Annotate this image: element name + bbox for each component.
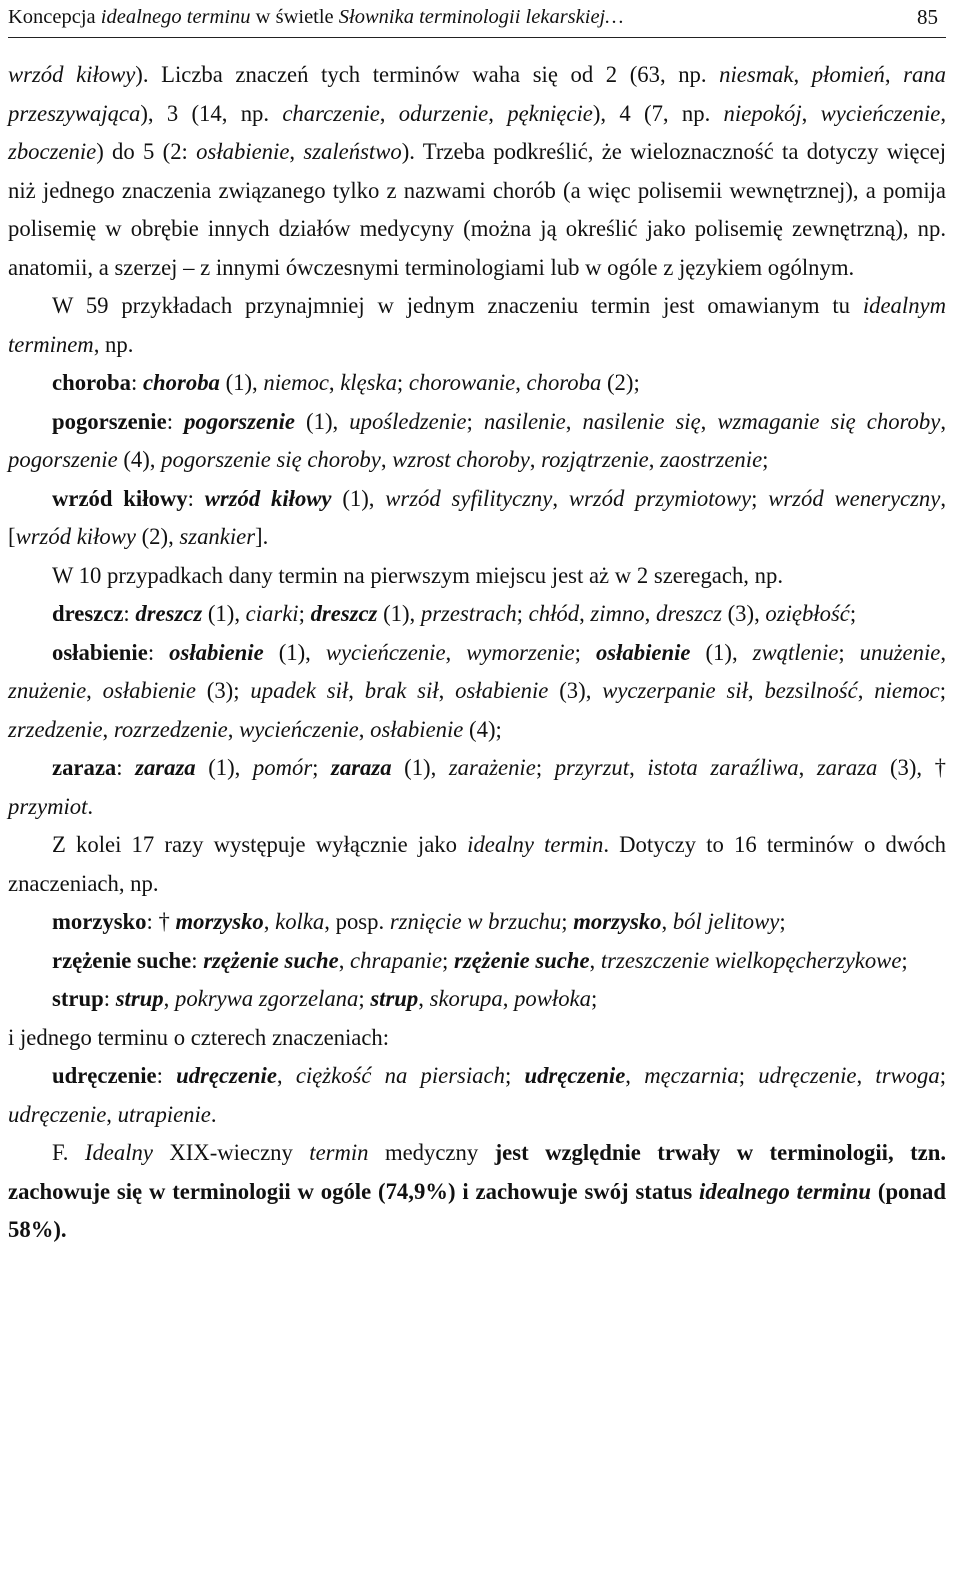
text-run: rznięcie w brzuchu <box>389 909 562 934</box>
text-run: , <box>579 601 591 626</box>
text-run: odurzenie <box>398 100 489 126</box>
text-run: , <box>552 485 569 511</box>
text-run: (1), <box>377 601 421 626</box>
text-run: unużenie <box>859 639 941 665</box>
paragraph <box>8 942 946 981</box>
text-run: W 59 przykładach przynajmniej w jednym znaczeniu termin jest omawianym tu <box>52 293 863 318</box>
text-run: morzysko <box>573 909 662 934</box>
text-run: nasilenie <box>483 408 566 434</box>
text-run: , <box>227 716 240 742</box>
text-run: zboczenie <box>8 139 97 164</box>
text-run: udręczenie <box>176 1063 277 1088</box>
text-run: zimno <box>590 601 645 626</box>
text-run: ; <box>939 678 947 703</box>
text-run: skorupa <box>429 986 503 1011</box>
text-run: ; <box>779 909 786 934</box>
text-run: chrapanie <box>350 947 443 973</box>
text-run: ; <box>504 1063 525 1088</box>
paragraph <box>8 1019 946 1058</box>
text-run: przestrach <box>420 601 517 626</box>
text-run: : <box>187 485 205 511</box>
text-run: istota zaraźliwa <box>647 755 799 780</box>
text-run: , <box>358 716 371 742</box>
text-run: morzysko <box>175 909 264 934</box>
text-run: wycieńczenie <box>325 639 446 665</box>
text-run: ; <box>849 601 857 626</box>
text-run: osłabienie <box>595 639 691 665</box>
text-run: , <box>86 678 103 703</box>
text-run: ), 3 (14, np. <box>140 100 283 126</box>
text-run: , <box>857 678 875 703</box>
text-run: , <box>629 755 648 780</box>
text-run: , <box>793 62 812 87</box>
text-run: Z kolei 17 razy występuje wyłącznie jako <box>52 832 468 857</box>
text-run: , np. <box>93 331 134 357</box>
text-run: (1), <box>219 370 264 395</box>
paragraph <box>8 826 946 903</box>
text-run: medyczny <box>368 1140 495 1165</box>
text-run: : <box>147 639 170 665</box>
text-run: , <box>856 1063 876 1088</box>
text-run: Idealny <box>84 1140 153 1165</box>
text-run: ; <box>312 755 332 780</box>
text-run: upośledzenie <box>349 408 467 434</box>
text-run: , <box>488 100 508 126</box>
text-run: , <box>661 909 673 934</box>
text-run: brak sił <box>364 678 439 703</box>
text-run: , <box>163 986 175 1011</box>
text-run: termin <box>309 1140 369 1165</box>
text-run: , <box>438 678 456 703</box>
text-run: idealnego terminu <box>100 6 251 28</box>
text-run: jest względnie trwały w terminologii, tzn. zachowuje się w terminologii w ogóle (74,9%) i zachowuje swój status <box>8 1140 947 1204</box>
text-run: , <box>648 447 661 472</box>
page-number: 85 <box>917 5 938 29</box>
paragraph <box>8 557 946 596</box>
text-run: (3), <box>721 601 766 626</box>
text-run: zarażenie <box>448 755 536 780</box>
text-run: ; <box>738 1063 759 1088</box>
text-run: wzrost choroby <box>392 447 530 472</box>
text-run: (4); <box>463 716 502 742</box>
text-run: osłabienie <box>196 139 290 164</box>
text-run: wyczerpanie sił <box>602 678 748 703</box>
text-run: Słownika terminologii lekarskiej… <box>338 6 624 28</box>
text-run: ; <box>901 947 908 973</box>
text-run: męczarnia <box>644 1063 739 1088</box>
text-run: , <box>589 947 601 973</box>
text-run: chorowanie <box>408 370 516 395</box>
text-run: : <box>103 986 116 1011</box>
text-run: ; <box>762 447 769 472</box>
text-run: , <box>502 986 515 1011</box>
text-run: (2); <box>601 370 640 395</box>
text-run: dreszcz <box>655 601 722 626</box>
text-run: (3); <box>195 678 251 703</box>
text-run: osłabienie <box>52 639 148 665</box>
text-run: pogorszenie <box>52 408 167 434</box>
text-run: strup <box>115 986 164 1011</box>
text-run: ; <box>939 1063 947 1088</box>
text-run: powłoka <box>514 986 591 1011</box>
text-run: wrzód przymiotowy <box>568 485 752 511</box>
paragraph <box>8 634 946 750</box>
text-run: Koncepcja <box>8 6 101 28</box>
text-run: osłabienie <box>169 639 264 665</box>
text-run: niemoc <box>263 370 329 395</box>
text-run: wrzód syfilityczny <box>385 485 553 511</box>
text-run: wycieńczenie <box>239 716 359 742</box>
text-run: . <box>210 1101 217 1127</box>
text-run: rozrzedzenie <box>113 716 228 742</box>
text-run: pomór <box>252 755 313 780</box>
text-run: , <box>644 601 656 626</box>
paragraph <box>8 56 946 287</box>
text-run: ; <box>516 601 529 626</box>
text-run: wrzód kiłowy <box>8 62 136 87</box>
text-run: ). Liczba znaczeń tych terminów waha się od 2 (63, np. <box>135 62 720 87</box>
text-run: ) do 5 (2: <box>96 139 197 164</box>
text-run: rzężenie suche <box>203 947 339 973</box>
body-text <box>8 56 946 1250</box>
text-run: (1), <box>391 755 449 780</box>
text-run: : <box>166 408 185 434</box>
text-run: choroba <box>142 370 220 395</box>
text-run: , <box>798 755 817 780</box>
text-run: ból jelitowy <box>672 909 780 934</box>
text-run: udręczenie <box>524 1063 626 1088</box>
text-run: (1), <box>295 408 350 434</box>
text-run: zrzedzenie <box>8 716 103 742</box>
text-run: udręczenie <box>52 1063 157 1088</box>
text-run: (4), <box>117 447 162 472</box>
text-run: , <box>625 1063 645 1088</box>
text-run: , <box>940 408 946 434</box>
text-run: utrapienie <box>117 1101 211 1127</box>
paragraph <box>8 903 946 942</box>
text-run: wrzód kiłowy <box>15 524 136 549</box>
text-run: , <box>276 1063 296 1088</box>
text-run: przymiot <box>8 793 88 819</box>
text-run: rana przeszywająca <box>8 62 946 126</box>
paragraph <box>8 480 946 557</box>
text-run: znużenie <box>8 678 87 703</box>
text-run: pogorszenie <box>184 408 295 434</box>
text-run: pogorszenie <box>8 447 118 472</box>
text-run: : <box>191 947 204 973</box>
text-run: niemoc <box>874 678 940 703</box>
text-run: choroba <box>52 370 131 395</box>
text-run: (3), <box>548 678 603 703</box>
text-run: pęknięcie <box>507 100 593 126</box>
text-run: strup <box>370 986 419 1011</box>
running-header <box>8 0 946 38</box>
paragraph <box>8 1134 946 1250</box>
text-run: choroba <box>526 370 602 395</box>
text-run: ]. <box>255 524 269 549</box>
text-run: pogorszenie się choroby <box>161 447 381 472</box>
text-run: W 10 przypadkach dany termin na pierwszym miejscu jest aż w 2 szeregach, np. <box>52 562 783 588</box>
text-run: ciężkość na piersiach <box>295 1063 505 1088</box>
text-run: trzeszczenie wielkopęcherzykowe <box>600 947 902 973</box>
text-run: ). Trzeba podkreślić, że wieloznaczność ta dotyczy więcej niż jednego znaczenia związanego tylko z nazwami chorób (a więc polisemii wewnętrznej), a pomija polisemię w obrębie innych działów medycyny (można ją określić jako polisemię zewnętrzną), np. anatomii, a szerzej – z innymi ówczesnymi terminologiami lub w ogóle z językiem ogólnym. <box>8 139 947 280</box>
text-run: ciarki <box>245 601 299 626</box>
text-run: zaraza <box>135 755 196 780</box>
text-run: wymorzenie <box>466 639 575 665</box>
text-run: dreszcz <box>310 601 378 626</box>
text-run: niepokój <box>723 100 802 126</box>
text-run: , <box>338 947 351 973</box>
text-run: udręczenie <box>758 1063 857 1088</box>
text-run: zwątlenie <box>752 639 839 665</box>
text-run: wzmaganie się choroby <box>717 408 941 434</box>
text-run: , <box>940 100 946 126</box>
text-run: trwoga <box>875 1063 940 1088</box>
text-run: , <box>747 678 765 703</box>
text-run: , <box>884 62 904 87</box>
text-run: zaraza <box>52 755 117 780</box>
text-run: wycieńczenie <box>820 100 941 126</box>
text-run: nasilenie się <box>582 408 701 434</box>
text-run: . Dotyczy to 16 terminów o dwóch znaczeniach, np. <box>8 832 946 896</box>
text-run: ; <box>751 485 769 511</box>
text-run: osłabienie <box>455 678 549 703</box>
text-run: morzysko <box>52 909 147 934</box>
text-run: , <box>700 408 718 434</box>
text-run: , <box>380 447 393 472</box>
paragraph <box>8 403 946 480</box>
paragraph <box>8 980 946 1019</box>
text-run: F. <box>52 1140 85 1165</box>
text-run: rzężenie suche <box>52 947 192 973</box>
text-run: ; <box>396 370 409 395</box>
text-run: , <box>940 639 946 665</box>
text-run: (ponad 58%). <box>8 1178 946 1242</box>
text-run: zaostrzenie <box>660 447 763 472</box>
text-run: osłabienie <box>102 678 196 703</box>
text-run: kolka <box>275 909 325 934</box>
text-run: , [ <box>8 485 947 549</box>
text-run: udręczenie <box>8 1101 107 1127</box>
running-title <box>8 5 623 29</box>
text-run: upadek sił <box>250 678 349 703</box>
paragraph <box>8 595 946 634</box>
text-run: , <box>801 100 821 126</box>
text-run: płomień <box>811 62 885 87</box>
text-run: w świetle <box>250 6 339 28</box>
text-run: wrzód kiłowy <box>204 485 332 511</box>
text-run: idealny termin <box>467 832 604 857</box>
text-run: (1), <box>202 601 246 626</box>
text-run: ; <box>358 986 371 1011</box>
text-run: idealnego terminu <box>699 1178 872 1204</box>
text-run: : <box>131 370 143 395</box>
text-run: (2), <box>135 524 180 549</box>
paragraph <box>8 364 946 403</box>
text-run: rzężenie suche <box>454 947 590 973</box>
text-run: , <box>289 139 304 164</box>
text-run: przyrzut <box>554 755 630 780</box>
text-run: (3), † <box>877 755 946 780</box>
text-run: . <box>87 793 94 819</box>
text-run: , <box>348 678 365 703</box>
text-run: , <box>515 370 527 395</box>
text-run: ; <box>838 639 860 665</box>
text-run: dreszcz <box>52 601 124 626</box>
text-run: , <box>529 447 542 472</box>
text-run: (1), <box>331 485 386 511</box>
text-run: , <box>379 100 399 126</box>
text-run: : <box>116 755 136 780</box>
text-run: i jednego terminu o czterech znaczeniach: <box>8 1024 390 1050</box>
text-run: pokrywa zgorzelana <box>174 986 359 1011</box>
text-run: zaraza <box>816 755 878 780</box>
text-run: , <box>565 408 583 434</box>
text-run: dreszcz <box>135 601 203 626</box>
paragraph <box>8 1057 946 1134</box>
text-run: idealnym terminem <box>8 293 946 357</box>
text-run: XIX-wieczny <box>152 1140 310 1165</box>
text-run: ; <box>574 639 596 665</box>
text-run: , <box>445 639 467 665</box>
text-run: osłabienie <box>370 716 464 742</box>
text-run: ; <box>442 947 455 973</box>
text-run: , <box>418 986 430 1011</box>
text-run: (1), <box>195 755 253 780</box>
text-run: , <box>328 370 341 395</box>
text-run: , <box>106 1101 118 1127</box>
text-run: oziębłość <box>765 601 850 626</box>
text-run: , <box>102 716 114 742</box>
text-run: szankier <box>179 524 256 549</box>
text-run: : † <box>146 909 176 934</box>
text-run: ; <box>590 986 598 1011</box>
paragraph <box>8 749 946 826</box>
text-run: klęska <box>340 370 397 395</box>
text-run: ; <box>466 408 484 434</box>
text-run: charczenie <box>282 100 380 126</box>
text-run: ; <box>298 601 311 626</box>
text-run: wrzód weneryczny <box>768 485 941 511</box>
text-run: niesmak <box>719 62 794 87</box>
text-run: , <box>263 909 276 934</box>
text-run: chłód <box>528 601 580 626</box>
paragraph <box>8 287 946 364</box>
text-run: strup <box>52 986 104 1011</box>
text-run: rozjątrzenie <box>541 447 649 472</box>
text-run: ; <box>561 909 574 934</box>
text-run: szaleństwo <box>303 139 402 164</box>
text-run: ), 4 (7, np. <box>592 100 724 126</box>
text-run: : <box>123 601 136 626</box>
text-run: ; <box>535 755 555 780</box>
text-run: : <box>156 1063 177 1088</box>
text-run: (1), <box>690 639 753 665</box>
text-run: , posp. <box>324 909 390 934</box>
text-run: (1), <box>263 639 326 665</box>
text-run: bezsilność <box>764 678 858 703</box>
text-run: zaraza <box>331 755 392 780</box>
text-run: wrzód kiłowy <box>52 485 188 511</box>
